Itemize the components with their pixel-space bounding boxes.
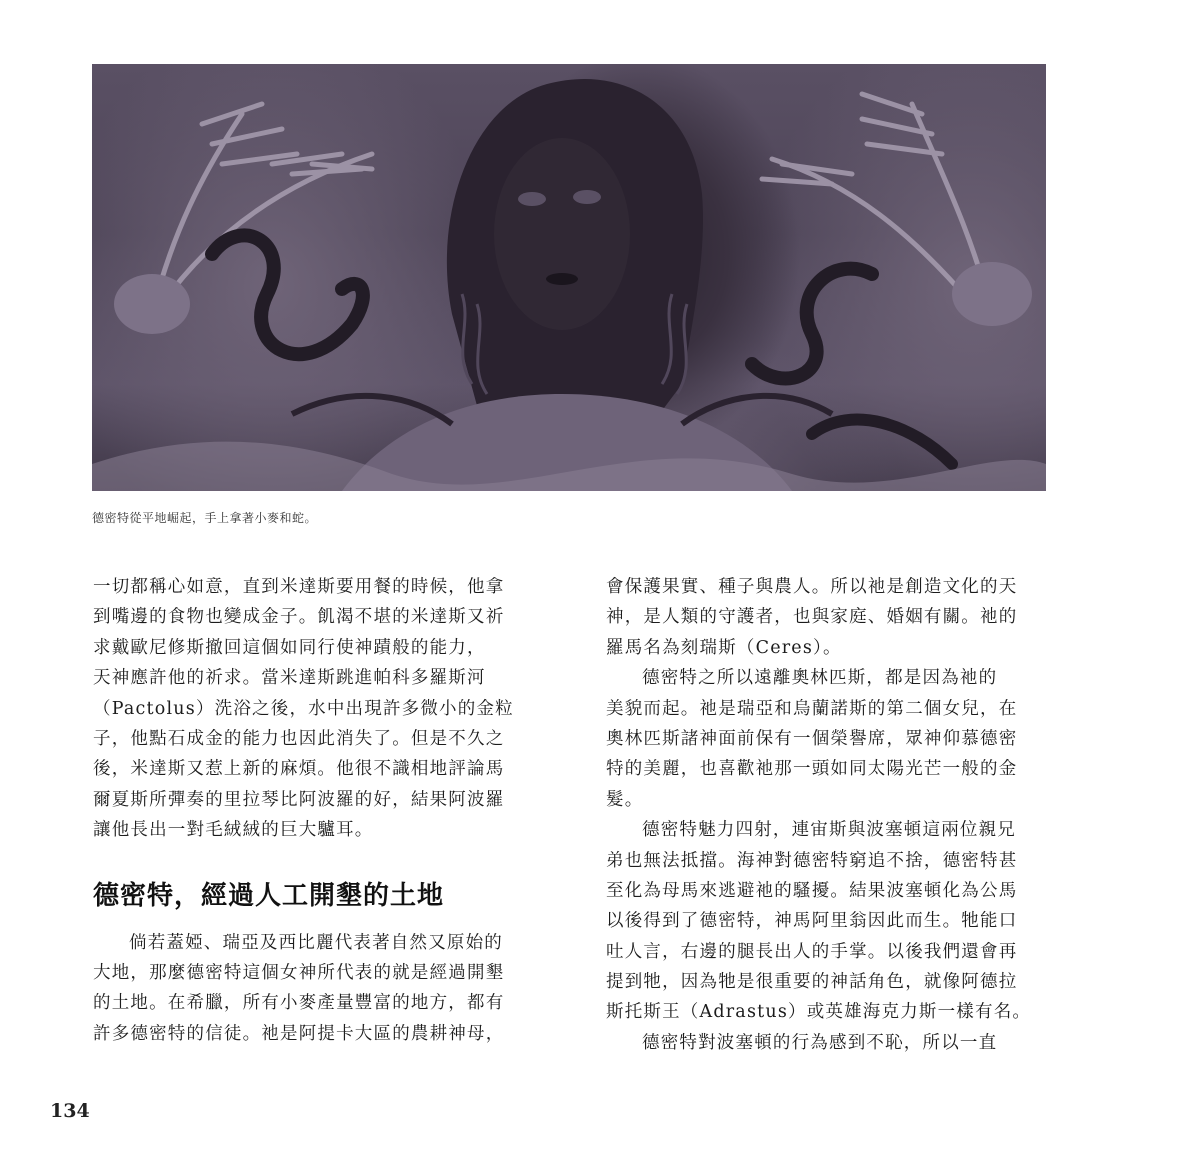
text-line: 求戴歐尼修斯撤回這個如同行使神蹟般的能力， (93, 637, 486, 658)
text-line: 吐人言，右邊的腿長出人的手掌。以後我們還會再 (606, 941, 1018, 962)
text-line: 天神應許他的祈求。當米達斯跳進帕科多羅斯河 (93, 668, 486, 689)
text-line: 子，他點石成金的能力也因此消失了。但是不久之 (93, 728, 505, 749)
text-line: 倘若蓋婭、瑞亞及西比麗代表著自然又原始的 (129, 932, 503, 953)
text-line: 弟也無法抵擋。海神對德密特窮追不捨，德密特甚 (606, 850, 1018, 871)
text-line: 髮。 (606, 789, 644, 810)
right-hand-icon (952, 262, 1032, 326)
text-line: （Pactolus）洗浴之後，水中出現許多微小的金粒 (93, 698, 514, 719)
right-snake-icon (752, 269, 872, 379)
text-line: 斯托斯王（Adrastus）或英雄海克力斯一樣有名。 (606, 1002, 1032, 1023)
text-line: 以後得到了德密特，神馬阿里翁因此而生。牠能口 (606, 911, 1018, 932)
section-title: 德密特，經過人工開墾的土地 (93, 880, 445, 911)
left-hand-icon (114, 274, 190, 334)
text-line: 爾夏斯所彈奏的里拉琴比阿波羅的好，結果阿波羅 (93, 789, 505, 810)
left-column (93, 572, 541, 1049)
text-line: 會保護果實、種子與農人。所以祂是創造文化的天 (606, 577, 1018, 597)
text-line: 羅馬名為刻瑞斯（Ceres）。 (606, 637, 842, 658)
right-column (606, 572, 1054, 1058)
relief-illustration (92, 64, 1046, 491)
text-line: 一切都稱心如意，直到米達斯要用餐的時候，他拿 (93, 577, 505, 597)
text-line: 德密特之所以遠離奧林匹斯，都是因為祂的 (642, 668, 998, 689)
text-line: 後，米達斯又惹上新的麻煩。他很不識相地評論馬 (93, 759, 505, 780)
page-number: 134 (50, 1100, 90, 1122)
face-icon (494, 138, 630, 330)
text-line: 至化為母馬來逃避祂的騷擾。結果波塞頓化為公馬 (606, 880, 1018, 901)
left-wheat-icon (152, 104, 372, 314)
text-line: 提到牠，因為牠是很重要的神話角色，就像阿德拉 (606, 972, 1018, 993)
text-line: 讓他長出一對毛絨絨的巨大驢耳。 (93, 820, 374, 841)
text-line: 德密特對波塞頓的行為感到不恥，所以一直 (642, 1032, 998, 1053)
text-line: 到嘴邊的食物也變成金子。飢渴不堪的米達斯又祈 (93, 607, 505, 628)
text-line: 大地，那麼德密特這個女神所代表的就是經過開墾 (93, 962, 505, 983)
left-snake-icon (212, 235, 363, 354)
text-line: 特的美麗，也喜歡祂那一頭如同太陽光芒一般的金 (606, 759, 1018, 780)
figure-caption: 德密特從平地崛起，手上拿著小麥和蛇。 (92, 511, 318, 525)
text-line: 的土地。在希臘，所有小麥產量豐富的地方，都有 (93, 993, 505, 1014)
demeter-relief-photo (92, 64, 1046, 491)
text-line: 神，是人類的守護者，也與家庭、婚姻有關。祂的 (606, 607, 1018, 628)
text-line: 許多德密特的信徒。祂是阿提卡大區的農耕神母， (93, 1023, 505, 1044)
text-line: 美貌而起。祂是瑞亞和烏蘭諾斯的第二個女兒，在 (606, 698, 1018, 719)
text-line: 德密特魅力四射，連宙斯與波塞頓這兩位親兄 (642, 820, 1016, 841)
text-line: 奧林匹斯諸神面前保有一個榮譽席，眾神仰慕德密 (606, 728, 1018, 749)
